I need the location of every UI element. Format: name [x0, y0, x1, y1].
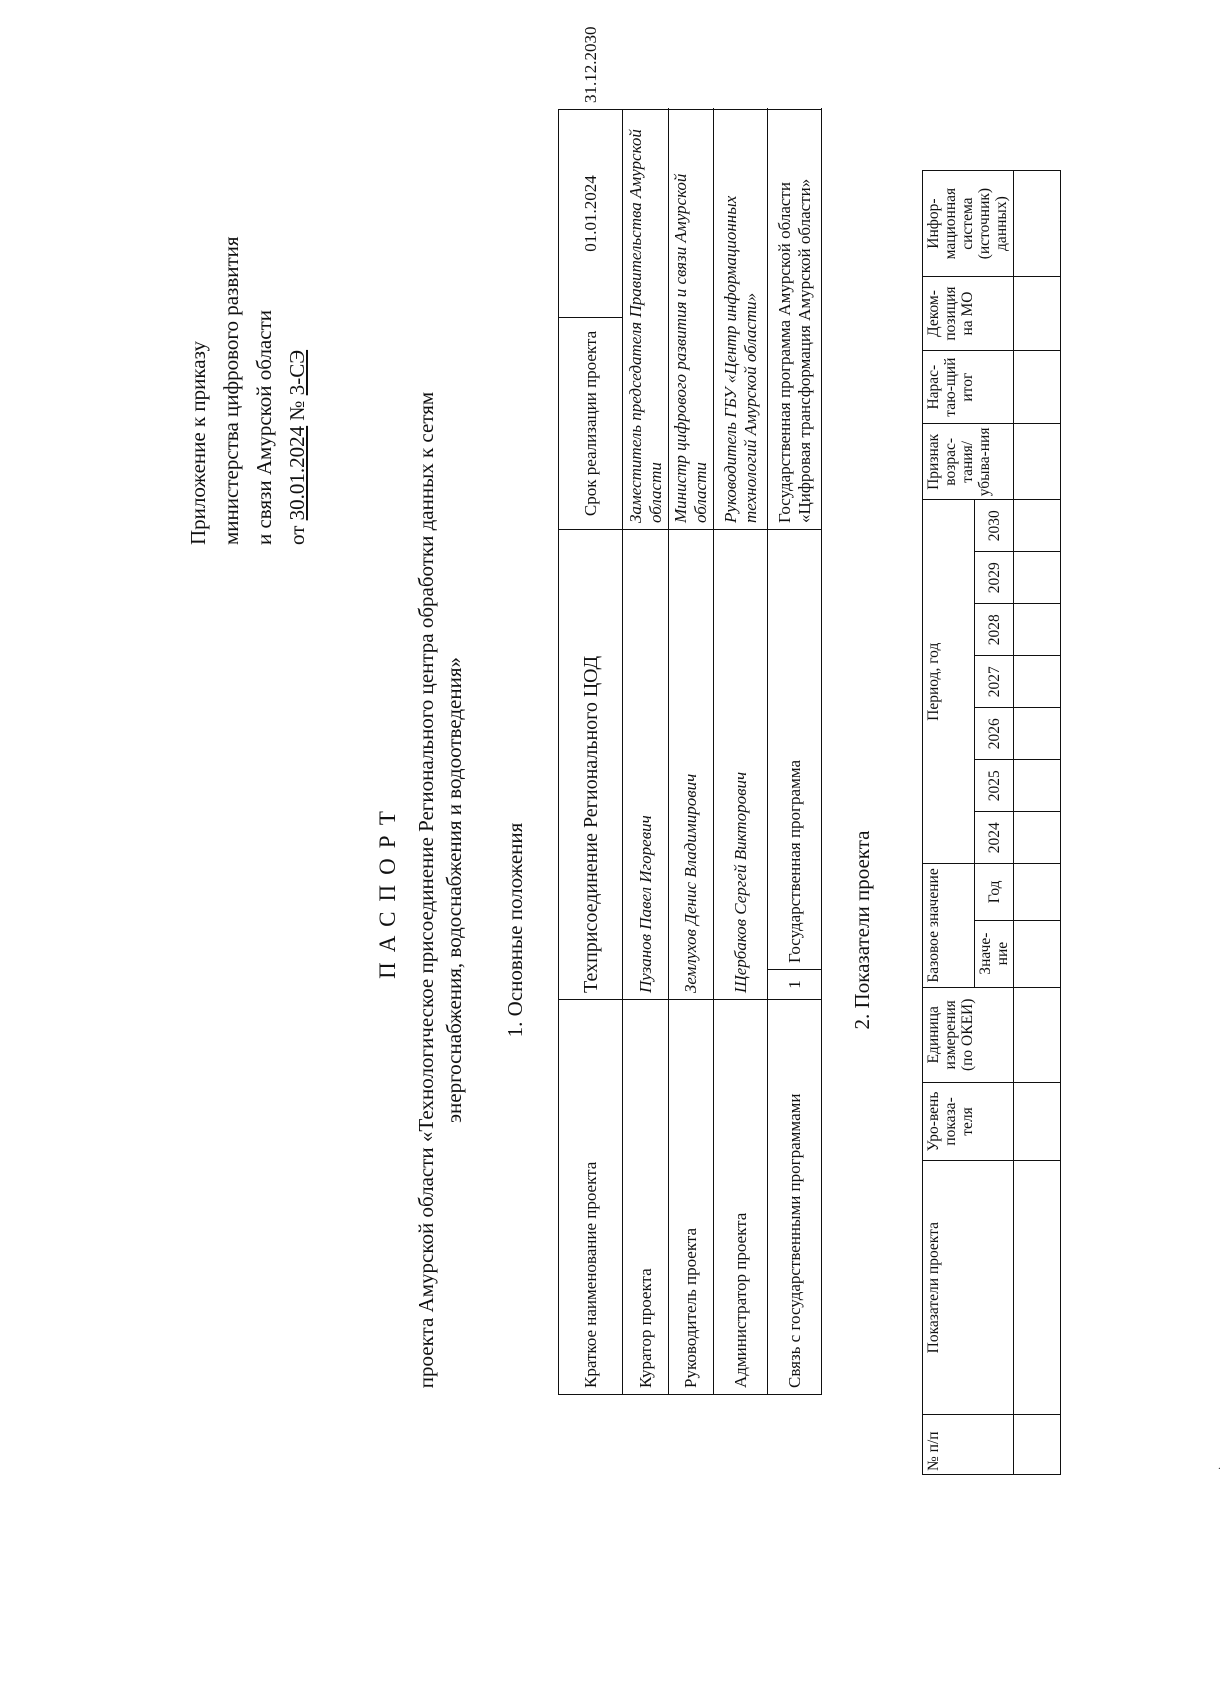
admin-position: Руководитель ГБУ «Центр информационных технологий Амурской области»	[714, 109, 768, 529]
table-row	[623, 109, 669, 1394]
col-sign: Признак возрас-тания/ убыва-ния	[923, 424, 1014, 500]
table-row	[669, 109, 714, 1394]
term-label: Срок реализации проекта	[559, 317, 623, 529]
scan-dot: ·	[1215, 1466, 1226, 1470]
link-num: 1	[768, 970, 822, 1000]
main-info-table	[558, 26, 822, 1395]
curator-label: Куратор проекта	[623, 1000, 669, 1395]
short-name-label: Краткое наименование проекта	[559, 1000, 623, 1395]
admin-label: Администратор проекта	[714, 1000, 768, 1395]
cell	[1014, 760, 1061, 812]
col-year: 2024	[975, 812, 1014, 864]
table-row	[714, 109, 768, 1394]
link-label: Связь с государственными программами	[768, 1000, 822, 1395]
col-cumulative: Нарас-таю-щий итог	[923, 350, 1014, 424]
col-year: 2025	[975, 760, 1014, 812]
short-name-value: Техприсоединение Регионального ЦОД	[559, 529, 623, 999]
col-year: 2030	[975, 500, 1014, 552]
cell	[1014, 708, 1061, 760]
col-base-year: Год	[975, 864, 1014, 920]
col-year: 2027	[975, 656, 1014, 708]
document-subtitle	[412, 250, 468, 1530]
document-title: ПАСПОРТ	[375, 801, 400, 979]
appendix-date-line	[281, 125, 314, 545]
subtitle-line: проекта Амурской области «Технологическое присоединение Регионального центра обработки данных к сетям	[414, 391, 438, 1389]
cell	[1014, 812, 1061, 864]
cell	[1014, 920, 1061, 987]
col-source: Инфор-мационная система (источник) данных)	[923, 171, 1014, 277]
cell	[1014, 987, 1061, 1082]
appendix-line: Приложение к приказу	[186, 341, 210, 545]
table-row	[768, 109, 822, 1394]
admin-name: Щербаков Сергей Викторович	[714, 529, 768, 999]
link-program: Государственная программа Амурской области «Цифровая трансформация Амурской области»	[768, 109, 822, 529]
link-type: Государственная программа	[768, 529, 822, 969]
col-period: Период, год	[923, 500, 975, 864]
term-start: 01.01.2024	[559, 109, 623, 317]
curator-name: Пузанов Павел Игоревич	[623, 529, 669, 999]
table-row	[1014, 171, 1061, 1475]
table-header-row	[923, 171, 975, 1475]
cell	[1014, 1082, 1061, 1160]
appendix-number: 3-СЭ	[285, 349, 309, 396]
cell	[1014, 500, 1061, 552]
col-decomp: Деком-позиция на МО	[923, 277, 1014, 351]
col-year: 2028	[975, 604, 1014, 656]
col-year: 2026	[975, 708, 1014, 760]
col-indicator: Показатели проекта	[923, 1160, 1014, 1415]
cell	[1014, 171, 1061, 277]
appendix-date: 30.01.2024	[285, 425, 309, 521]
head-position: Министр цифрового развития и связи Амурской области	[669, 109, 714, 529]
appendix-block	[182, 125, 314, 545]
col-base: Базовое значение	[923, 864, 975, 987]
section-heading-indicators: 2. Показатели проекта	[850, 830, 874, 1030]
col-level: Уро-вень показа-теля	[923, 1082, 1014, 1160]
appendix-number-sep: №	[285, 395, 309, 426]
appendix-line: и связи Амурской области	[252, 310, 276, 545]
cell	[1014, 424, 1061, 500]
head-label: Руководитель проекта	[669, 1000, 714, 1395]
cell	[1014, 277, 1061, 351]
subtitle-line: энергоснабжения, водоснабжения и водоотведения»	[442, 657, 466, 1123]
col-unit: Единица измерения (по ОКЕИ)	[923, 987, 1014, 1082]
cell	[1014, 350, 1061, 424]
section-heading-main: 1. Основные положения	[503, 822, 527, 1038]
col-year: 2029	[975, 552, 1014, 604]
cell	[1014, 1160, 1061, 1415]
table-row: Краткое наименование проекта Техприсоединение Регионального ЦОД Срок реализации проекта 01.01.2024 31.12.2030	[559, 109, 623, 1394]
cell	[1014, 604, 1061, 656]
cell	[1014, 656, 1061, 708]
cell	[1014, 1415, 1061, 1475]
cell	[1014, 864, 1061, 920]
head-name: Землухов Денис Владимирович	[669, 529, 714, 999]
cell	[1014, 552, 1061, 604]
col-num: № п/п	[923, 1415, 1014, 1475]
col-base-value: Значе-ние	[975, 920, 1014, 987]
appendix-line: министерства цифрового развития	[219, 236, 243, 545]
curator-position: Заместитель председателя Правительства Амурской области	[623, 109, 669, 529]
appendix-date-prefix: от	[285, 520, 309, 545]
indicators-table	[922, 170, 1061, 1475]
